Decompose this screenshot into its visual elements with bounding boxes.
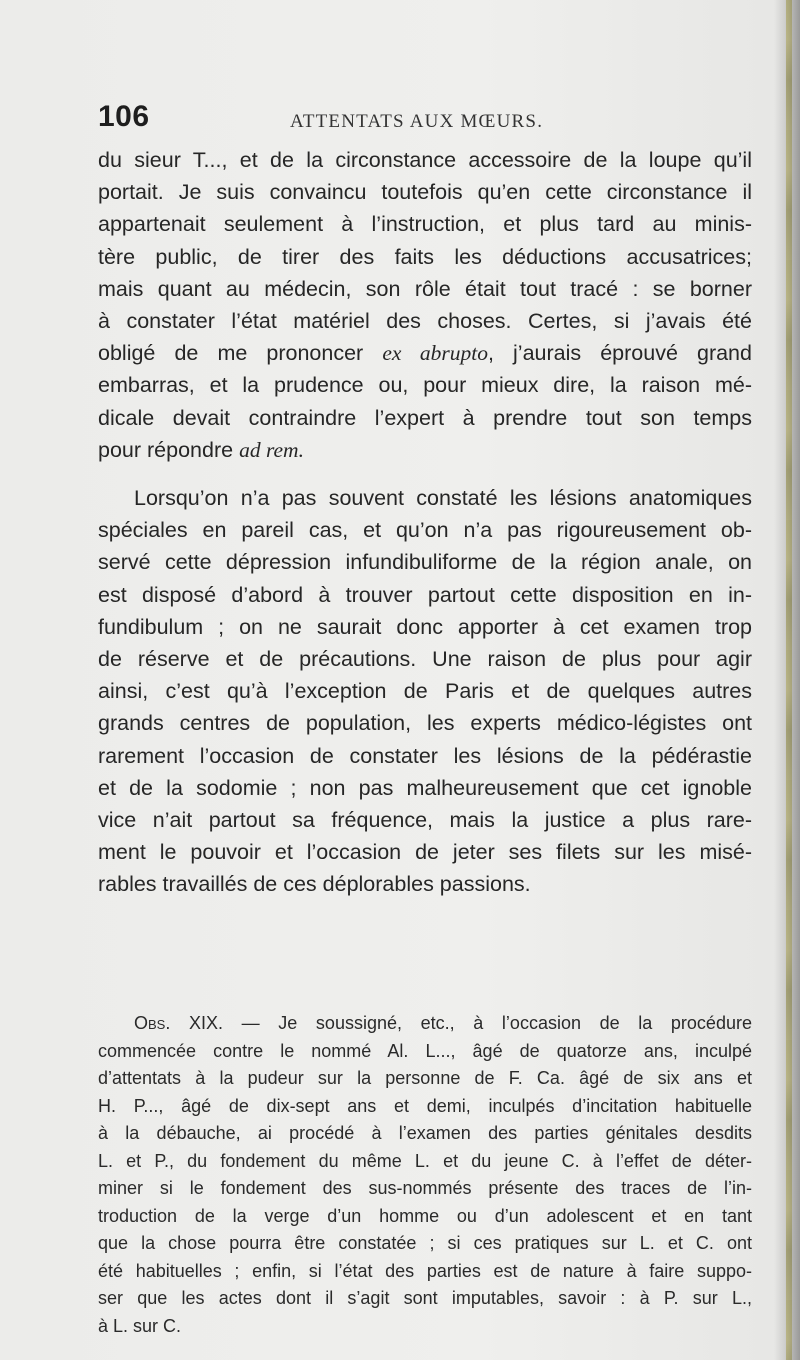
- text-line: commencée contre le nommé Al. L..., âgé de quatorze ans, inculpé: [98, 1040, 752, 1061]
- text-line: spéciales en pareil cas, et qu’on n’a pas rigoureusement ob-: [98, 518, 752, 543]
- text-line-with-italic: [98, 337, 752, 369]
- text-line: Lorsqu’on n’a pas souvent constaté les lésions anatomiques: [134, 486, 752, 511]
- text-line: à constater l’état matériel des choses. Certes, si j’avais été: [98, 309, 752, 334]
- text-line: du sieur T..., et de la circonstance accessoire de la loupe qu’il: [98, 148, 752, 172]
- page-edge-shadow: [774, 0, 800, 1360]
- text-fragment: pour répondre: [98, 437, 234, 462]
- text-line: fundibulum ; on ne saurait donc apporter à cet examen trop: [98, 614, 752, 639]
- text-line: H. P..., âgé de dix-sept ans et demi, inculpés d’incitation habituelle: [98, 1095, 752, 1116]
- text-line: à L. sur C.: [98, 1315, 182, 1336]
- text-line: servé cette dépression infundibuliforme de la région anale, on: [98, 550, 752, 575]
- observation-block: [98, 1010, 752, 1340]
- text-line: est disposé d’abord à trouver partout cette disposition en in-: [98, 582, 752, 607]
- text-line: portait. Je suis convaincu toutefois qu’en cette circonstance il: [98, 180, 752, 205]
- observation-first-line: [98, 1010, 752, 1038]
- text-line: de réserve et de précautions. Une raison de plus pour agir: [98, 647, 752, 672]
- text-line: tère public, de tirer des faits les déductions accusatrices;: [98, 244, 752, 269]
- text-line: appartenait seulement à l’instruction, et plus tard au minis-: [98, 212, 752, 237]
- page-number: 106: [98, 100, 150, 133]
- italic-phrase: ex abrupto: [382, 341, 488, 366]
- main-text: [98, 144, 752, 901]
- text-line: miner si le fondement des sus-nommés présente des traces de l’in-: [98, 1178, 752, 1198]
- text-line: et de la sodomie ; non pas malheureusement que cet ignoble: [98, 775, 752, 800]
- text-fragment: , j’aurais éprouvé grand: [487, 341, 752, 366]
- text-line: vice n’ait partout sa fréquence, mais la justice a plus rare-: [98, 808, 752, 833]
- observation-label: Obs. XIX.: [134, 1013, 223, 1033]
- text-line: été habituelles ; enfin, si l’état des parties est de nature à faire suppo-: [98, 1260, 752, 1281]
- text-line: L. et P., du fondement du même L. et du jeune C. à l’effet de déter-: [98, 1150, 752, 1171]
- page-header: [98, 100, 738, 140]
- text-line: rarement l’occasion de constater les lésions de la pédérastie: [98, 743, 752, 768]
- text-line: d’attentats à la pudeur sur la personne de F. Ca. âgé de six ans et: [98, 1068, 752, 1088]
- text-line: à la débauche, ai procédé à l’examen des parties génitales desdits: [98, 1123, 752, 1143]
- text-line: ainsi, c’est qu’à l’exception de Paris et de quelques autres: [98, 679, 752, 704]
- text-line: grands centres de population, les experts médico-légistes ont: [98, 711, 752, 736]
- text-line: embarras, et la prudence ou, pour mieux dire, la raison mé-: [98, 373, 752, 398]
- text-fragment: — Je soussigné, etc., à l’occasion de la procédure: [241, 1013, 752, 1033]
- text-line: dicale devait contraindre l’expert à prendre tout son temps: [98, 405, 752, 430]
- running-title: ATTENTATS AUX MŒURS.: [290, 111, 544, 132]
- text-fragment: obligé de me prononcer: [98, 341, 364, 366]
- paragraph-1: [98, 144, 752, 466]
- text-line: rables travaillés de ces déplorables passions.: [98, 872, 531, 897]
- text-line: mais quant au médecin, son rôle était tout tracé : se borner: [98, 276, 752, 301]
- italic-phrase: ad rem.: [239, 437, 304, 462]
- text-line-with-italic: [98, 434, 752, 466]
- text-line: troduction de la verge d’un homme ou d’un adolescent et en tant: [98, 1205, 752, 1226]
- text-line: ment le pouvoir et l’occasion de jeter ses filets sur les misé-: [98, 840, 752, 865]
- paragraph-2: [98, 482, 752, 901]
- text-line: que la chose pourra être constatée ; si ces pratiques sur L. et C. ont: [98, 1233, 752, 1253]
- text-line: ser que les actes dont il s’agit sont imputables, savoir : à P. sur L.,: [98, 1288, 752, 1308]
